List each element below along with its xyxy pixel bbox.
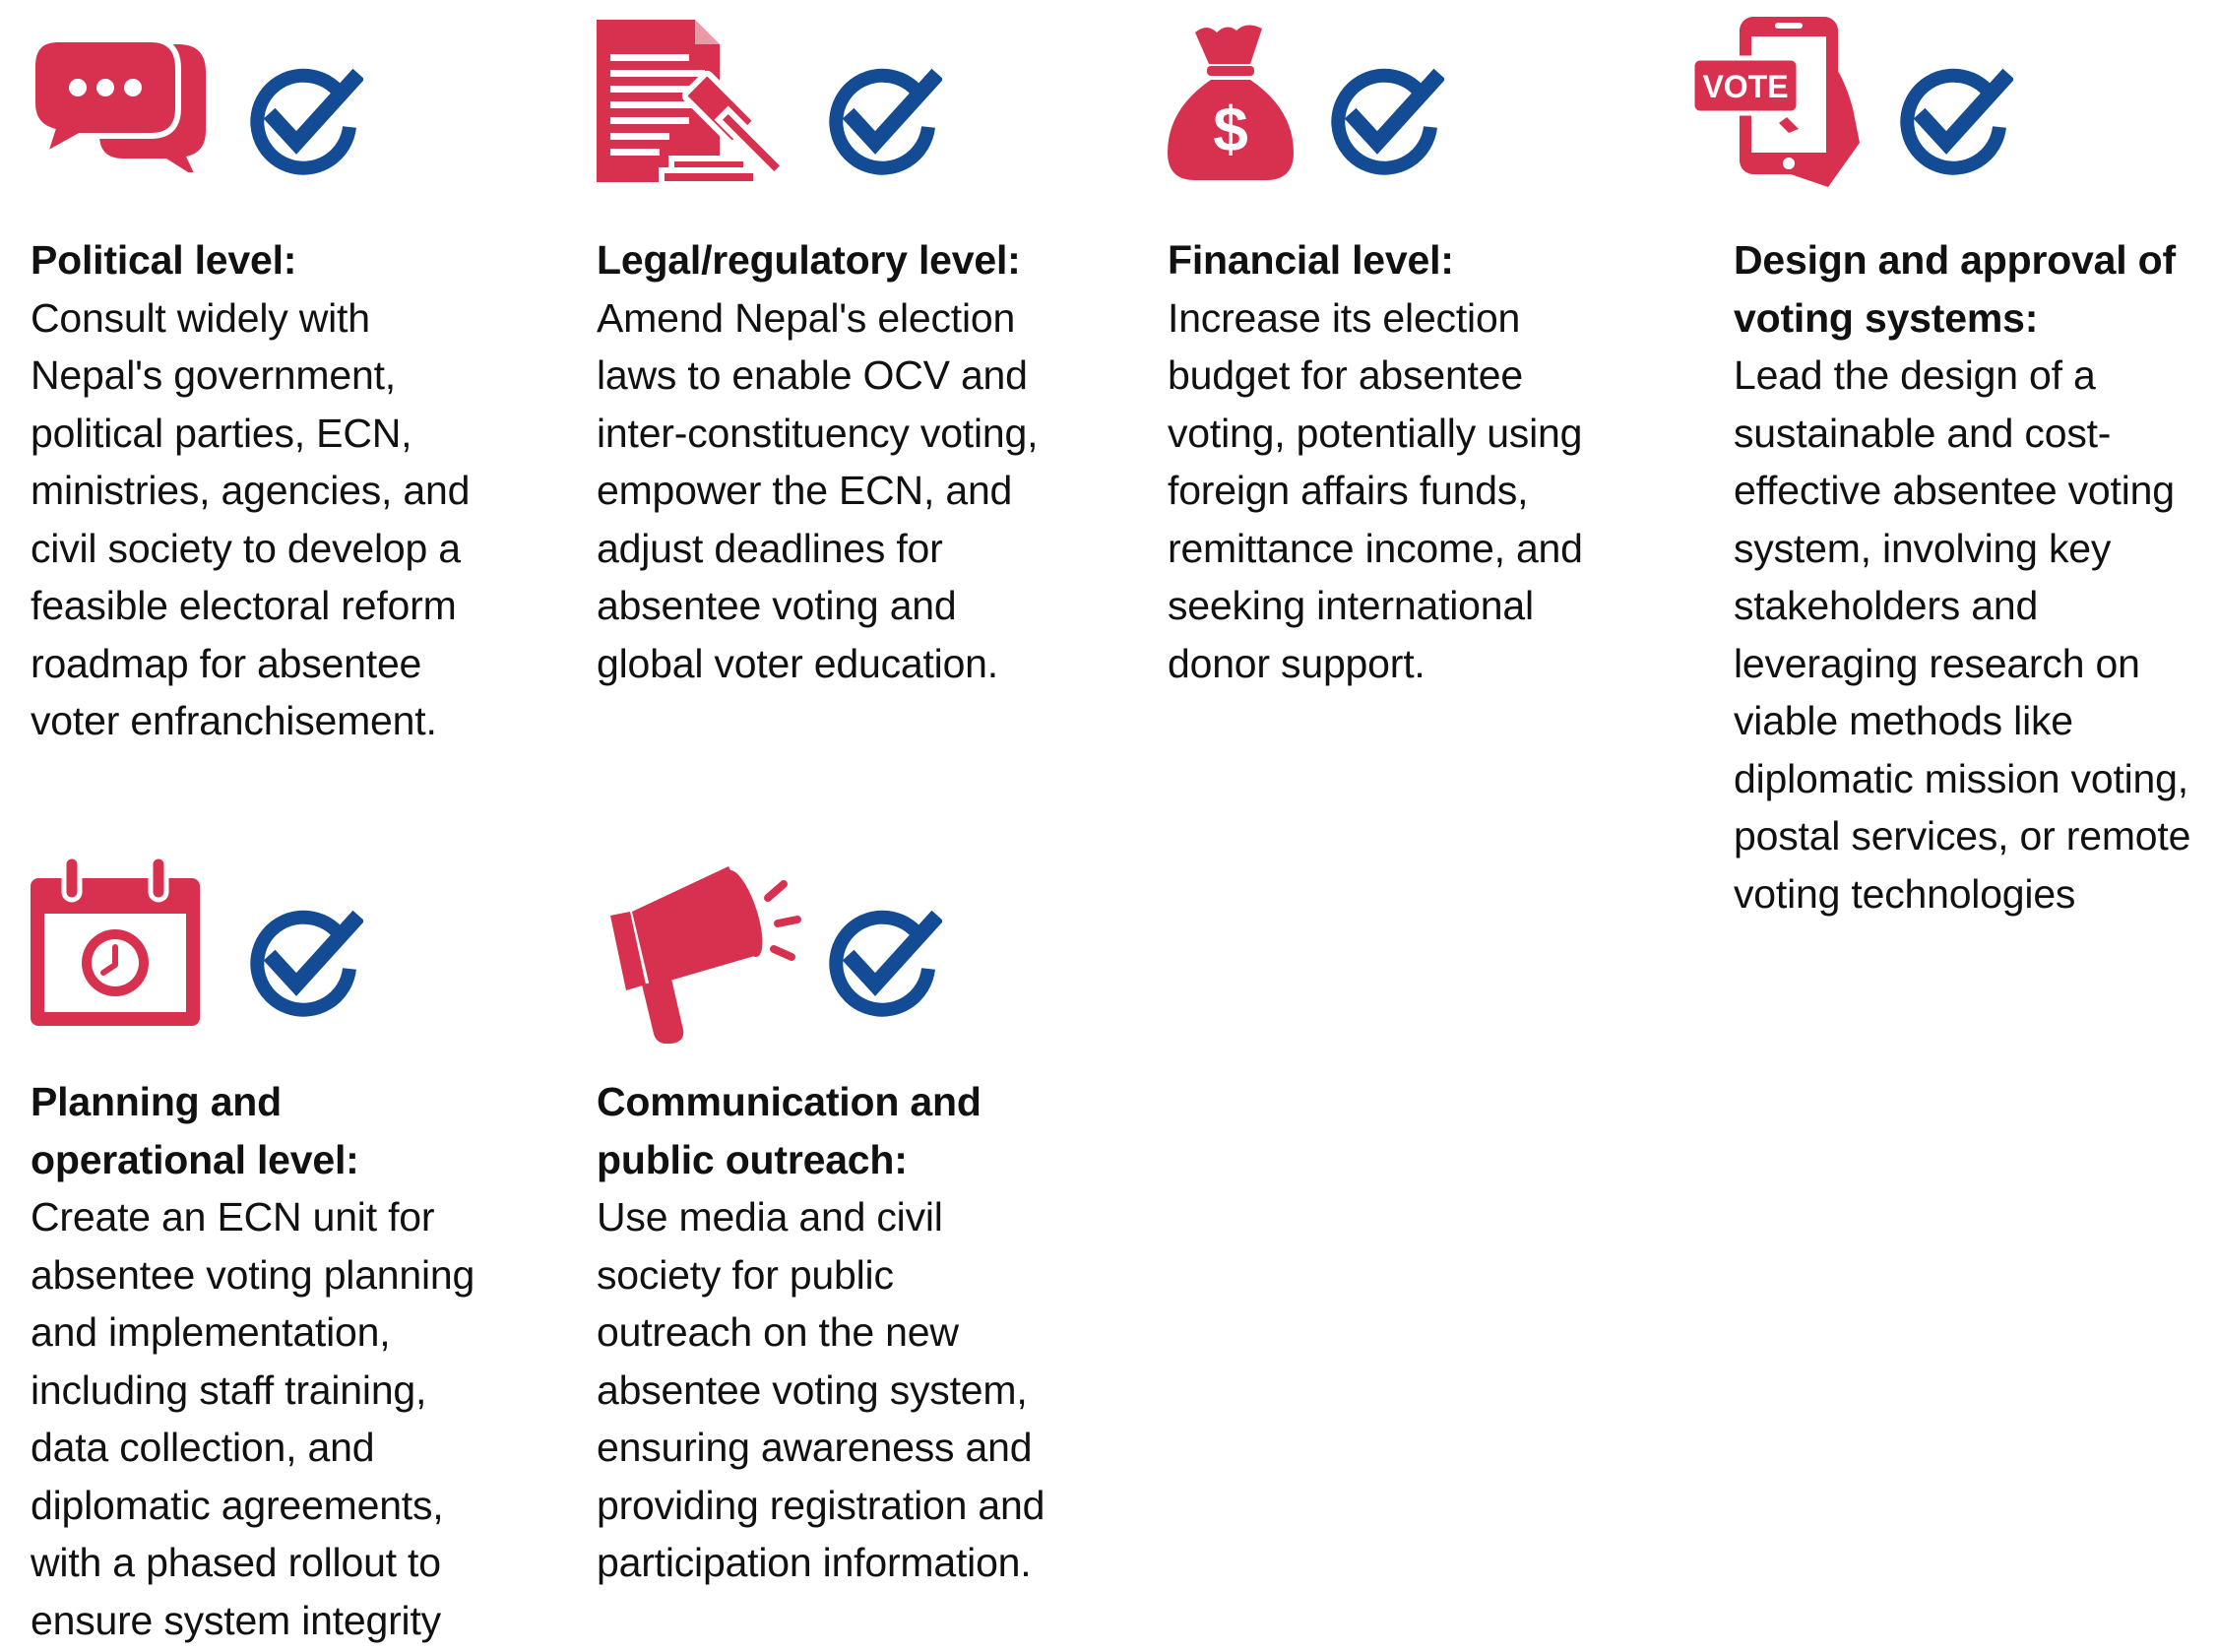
legal-document-gavel-icon	[597, 15, 793, 187]
body-line: stakeholders and	[1734, 583, 2039, 628]
money-bag-icon	[1168, 15, 1296, 187]
body-line: system, involving key	[1734, 525, 2112, 571]
body-line: inter-constituency voting,	[597, 410, 1039, 456]
body-line: global voter education.	[597, 640, 998, 686]
card-heading	[1734, 231, 2206, 347]
checkmark-circle-icon	[1891, 60, 2013, 182]
body-line: sustainable and cost-	[1734, 410, 2112, 456]
body-line: donor support.	[1168, 640, 1425, 686]
card-legal-regulatory-level	[597, 15, 1108, 692]
card-description	[31, 1188, 542, 1649]
body-line: remittance income, and	[1168, 525, 1583, 571]
heading-line: public outreach:	[597, 1136, 908, 1182]
megaphone-icon	[610, 857, 807, 1044]
card-description	[597, 1188, 1108, 1592]
icon-row	[1168, 15, 1679, 202]
calendar-clock-icon	[31, 857, 203, 1029]
body-line: budget for absentee	[1168, 352, 1523, 398]
body-line: society for public	[597, 1251, 894, 1298]
body-line: effective absentee voting	[1734, 468, 2175, 513]
body-line: voter enfranchisement.	[31, 698, 437, 743]
body-line: voting technologies	[1734, 870, 2076, 917]
body-line: with a phased rollout to	[31, 1540, 441, 1585]
card-financial-level	[1168, 15, 1679, 692]
body-line: Increase its election	[1168, 294, 1521, 341]
body-line: absentee voting planning	[31, 1251, 475, 1298]
body-line: foreign affairs funds,	[1168, 468, 1529, 513]
body-line: Amend Nepal's election	[597, 294, 1016, 341]
heading-line: Financial level:	[1168, 237, 1454, 283]
body-line: leveraging research on	[1734, 640, 2140, 686]
body-line: political parties, ECN,	[31, 410, 412, 456]
icon-row	[31, 857, 542, 1044]
checkmark-circle-icon	[241, 902, 363, 1024]
vote-icon-label: VOTE	[1702, 69, 1789, 104]
card-text	[1168, 231, 1679, 692]
svg-text:$: $	[1213, 94, 1248, 164]
heading-line: Design and approval of	[1734, 237, 2176, 283]
body-line: feasible electoral reform	[31, 583, 457, 628]
body-line: Use media and civil	[597, 1194, 943, 1239]
checkmark-circle-icon	[820, 60, 942, 182]
body-line: data collection, and	[31, 1425, 375, 1470]
card-heading	[597, 1073, 1108, 1188]
body-line: postal services, or remote	[1734, 813, 2191, 858]
card-political-level	[31, 15, 542, 750]
body-line: and implementation,	[31, 1309, 391, 1355]
card-description	[597, 289, 1108, 693]
body-line: Nepal's government,	[31, 352, 396, 398]
body-line: Lead the design of a	[1734, 352, 2096, 398]
body-line: adjust deadlines for	[597, 525, 943, 571]
body-line: absentee voting and	[597, 583, 957, 628]
card-heading	[1168, 231, 1679, 289]
icon-row	[1702, 15, 2206, 202]
card-communication-public-outreach	[597, 857, 1108, 1592]
body-line: ministries, agencies, and	[31, 468, 471, 513]
body-line: roadmap for absentee	[31, 640, 422, 686]
card-description	[1734, 347, 2206, 922]
heading-line: Political level:	[31, 237, 297, 283]
card-heading	[31, 1073, 542, 1188]
card-planning-operational-level	[31, 857, 542, 1649]
body-line: Create an ECN unit for	[31, 1194, 435, 1239]
heading-line: Communication and	[597, 1079, 982, 1124]
body-line: empower the ECN, and	[597, 468, 1013, 513]
card-text	[31, 1073, 542, 1649]
card-design-approval-voting-systems	[1702, 15, 2206, 922]
body-line: absentee voting system,	[597, 1366, 1028, 1413]
icon-row	[597, 857, 1108, 1044]
heading-line: Planning and	[31, 1079, 282, 1124]
body-line: civil society to develop a	[31, 525, 461, 571]
body-line: voting, potentially using	[1168, 410, 1583, 456]
checkmark-circle-icon	[1322, 60, 1444, 182]
card-text	[597, 1073, 1108, 1592]
checkmark-circle-icon	[241, 60, 363, 182]
body-line: diplomatic mission voting,	[1734, 755, 2188, 801]
card-text	[597, 231, 1108, 692]
body-line: providing registration and	[597, 1482, 1045, 1528]
icon-row	[31, 15, 542, 202]
body-line: laws to enable OCV and	[597, 352, 1028, 398]
card-description	[31, 289, 542, 750]
vote-phone-icon	[1690, 15, 1868, 187]
heading-line: operational level:	[31, 1136, 359, 1182]
icon-row	[597, 15, 1108, 202]
body-line: seeking international	[1168, 583, 1534, 628]
card-description	[1168, 289, 1679, 693]
body-line: viable methods like	[1734, 698, 2073, 743]
card-text	[1734, 231, 2206, 922]
body-line: diplomatic agreements,	[31, 1482, 444, 1528]
heading-line: Legal/regulatory level:	[597, 237, 1021, 283]
body-line: including staff training,	[31, 1366, 427, 1413]
body-line: outreach on the new	[597, 1309, 959, 1355]
body-line: ensure system integrity	[31, 1597, 441, 1643]
body-line: Consult widely with	[31, 294, 370, 341]
card-heading	[597, 231, 1108, 289]
body-line: participation information.	[597, 1540, 1032, 1585]
speech-bubbles-icon	[31, 15, 208, 172]
body-line: ensuring awareness and	[597, 1425, 1033, 1470]
card-heading	[31, 231, 542, 289]
heading-line: voting systems:	[1734, 294, 2039, 341]
card-text	[31, 231, 542, 750]
checkmark-circle-icon	[820, 902, 942, 1024]
